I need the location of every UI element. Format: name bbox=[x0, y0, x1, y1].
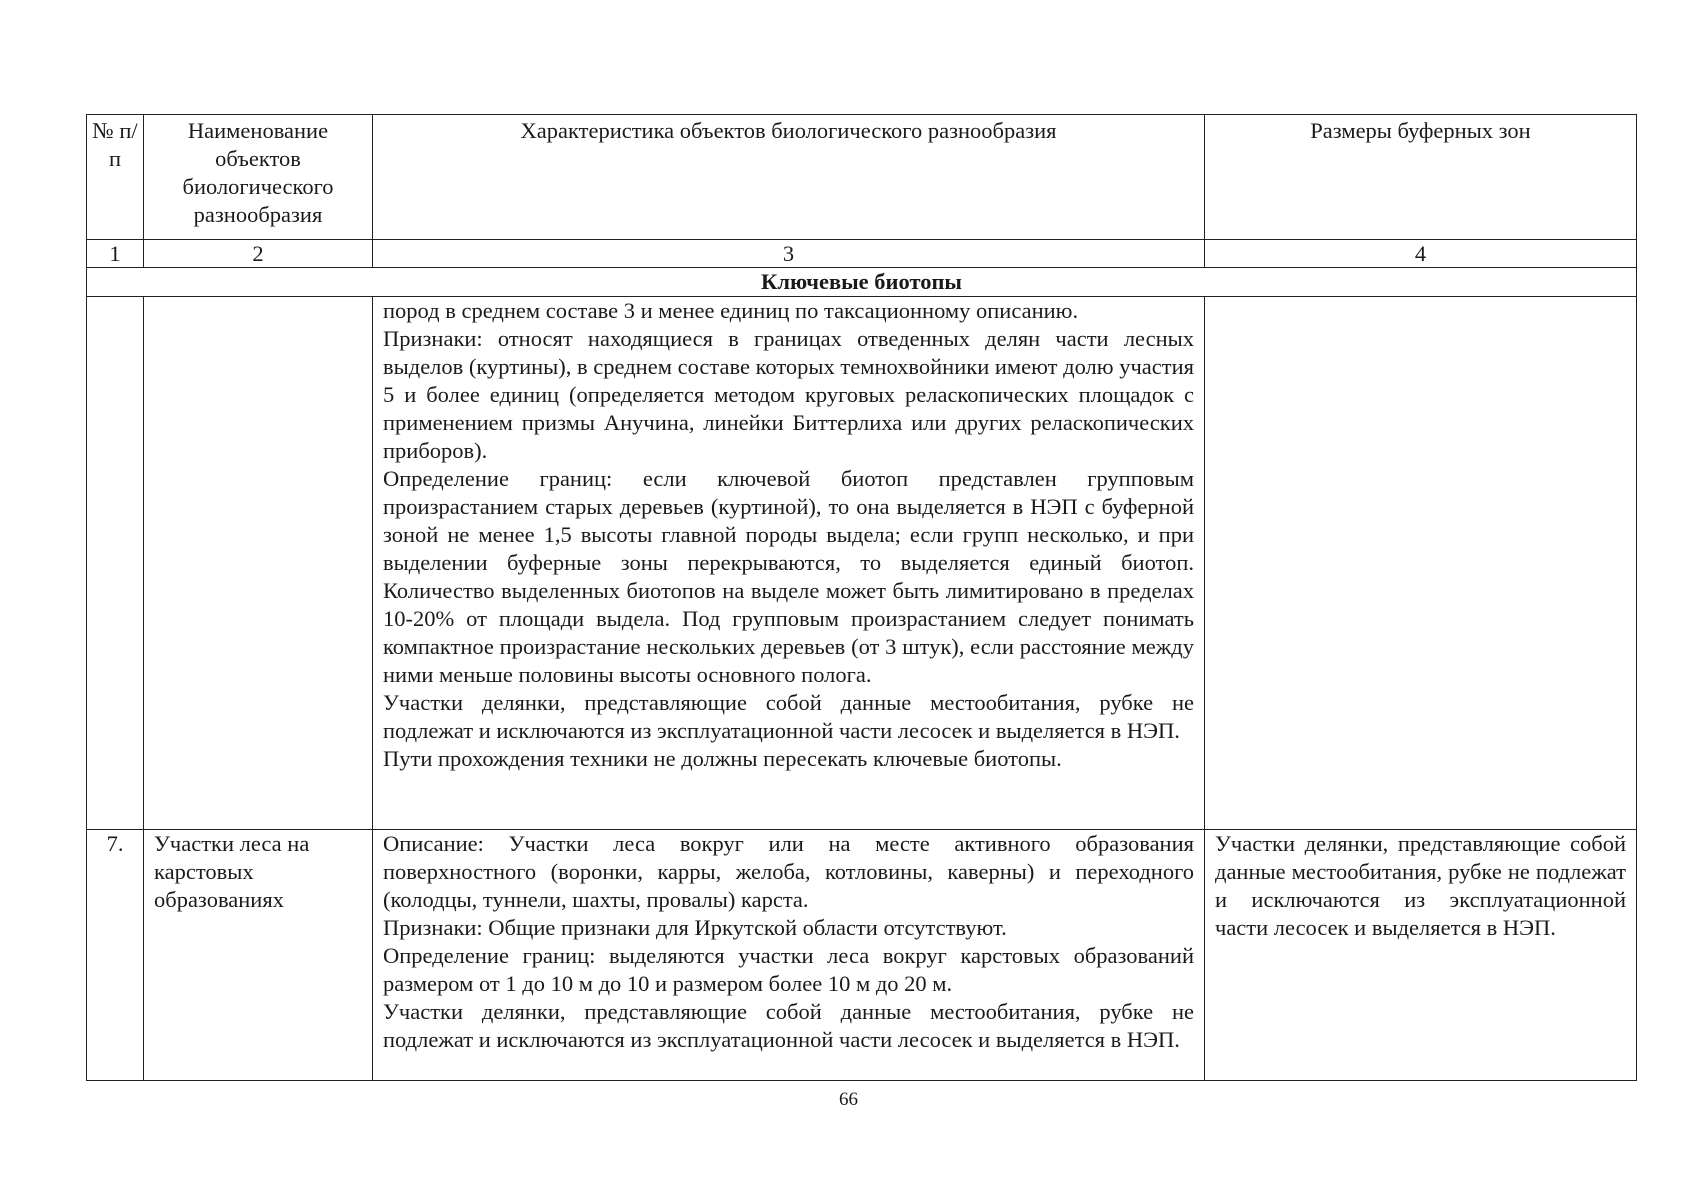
paragraph: Участки делянки, представляющие собой данные местообитания, рубке не подлежат и исключаются из эксплуатационной части лесосек и выделяется в НЭП. bbox=[383, 999, 1194, 1052]
row-number bbox=[87, 297, 144, 830]
column-number: 4 bbox=[1205, 240, 1637, 268]
column-number: 2 bbox=[144, 240, 373, 268]
paragraph: Признаки: Общие признаки для Иркутской области отсутствуют. bbox=[383, 915, 1007, 940]
header-object-name: Наименование объектов биологического разнообразия bbox=[144, 115, 373, 240]
paragraph: Определение границ: если ключевой биотоп представлен групповым произрастанием старых деревьев (куртиной), то она выделяется в НЭП с буферной зоной не менее 1,5 высоты главной породы выдела; если групп несколько, и при выделении буферные зоны перекрываются, то выделяется единый биотоп. Количество выделенных биотопов на выделе может быть лимитировано в пределах 10-20% от площади выдела. Под групповым произрастанием следует понимать компактное произрастание нескольких деревьев (от 3 штук), если расстояние между ними меньше половины высоты основного полога. bbox=[383, 466, 1194, 687]
paragraph: Признаки: относят находящиеся в границах отведенных делян части лесных выделов (куртины), в среднем составе которых темнохвойники имеют долю участия 5 и более единиц (определяется методом круговых реласкопических площадок с применением призмы Анучина, линейки Биттерлиха или других реласкопических приборов). bbox=[383, 326, 1194, 463]
paragraph: Определение границ: выделяются участки леса вокруг карстовых образований размером от 1 до 10 м до 10 и размером более 10 м до 20 м. bbox=[383, 943, 1194, 996]
column-number: 1 bbox=[87, 240, 144, 268]
section-title: Ключевые биотопы bbox=[87, 268, 1637, 297]
column-number-row bbox=[87, 240, 1637, 268]
biodiversity-table bbox=[86, 114, 1637, 1081]
table-header-row bbox=[87, 115, 1637, 240]
table-row bbox=[87, 830, 1637, 1081]
row-object-name: Участки леса на карстовых образованиях bbox=[144, 830, 373, 1081]
row-buffer-zone bbox=[1205, 830, 1637, 1081]
paragraph: Пути прохождения техники не должны пересекать ключевые биотопы. bbox=[383, 746, 1062, 771]
paragraph: Участки делянки, представляющие собой данные местообитания, рубке не подлежат и исключаются из эксплуатационной части лесосек и выделяется в НЭП. bbox=[1215, 831, 1626, 940]
page-number: 66 bbox=[839, 1089, 858, 1110]
row-buffer-zone bbox=[1205, 297, 1637, 830]
row-characteristics bbox=[373, 830, 1205, 1081]
table-row bbox=[87, 297, 1637, 830]
column-number: 3 bbox=[373, 240, 1205, 268]
header-buffer-zones: Размеры буферных зон bbox=[1205, 115, 1637, 240]
header-number: № п/п bbox=[87, 115, 144, 240]
header-characteristics: Характеристика объектов биологического разнообразия bbox=[373, 115, 1205, 240]
paragraph: пород в среднем составе 3 и менее единиц по таксационному описанию. bbox=[383, 298, 1079, 323]
row-object-name bbox=[144, 297, 373, 830]
section-row bbox=[87, 268, 1637, 297]
row-characteristics bbox=[373, 297, 1205, 830]
paragraph: Описание: Участки леса вокруг или на месте активного образования поверхностного (воронки, карры, желоба, котловины, каверны) и переходного (колодцы, туннели, шахты, провалы) карста. bbox=[383, 831, 1194, 912]
row-number: 7. bbox=[87, 830, 144, 1081]
paragraph: Участки делянки, представляющие собой данные местообитания, рубке не подлежат и исключаются из эксплуатационной части лесосек и выделяется в НЭП. bbox=[383, 690, 1194, 743]
